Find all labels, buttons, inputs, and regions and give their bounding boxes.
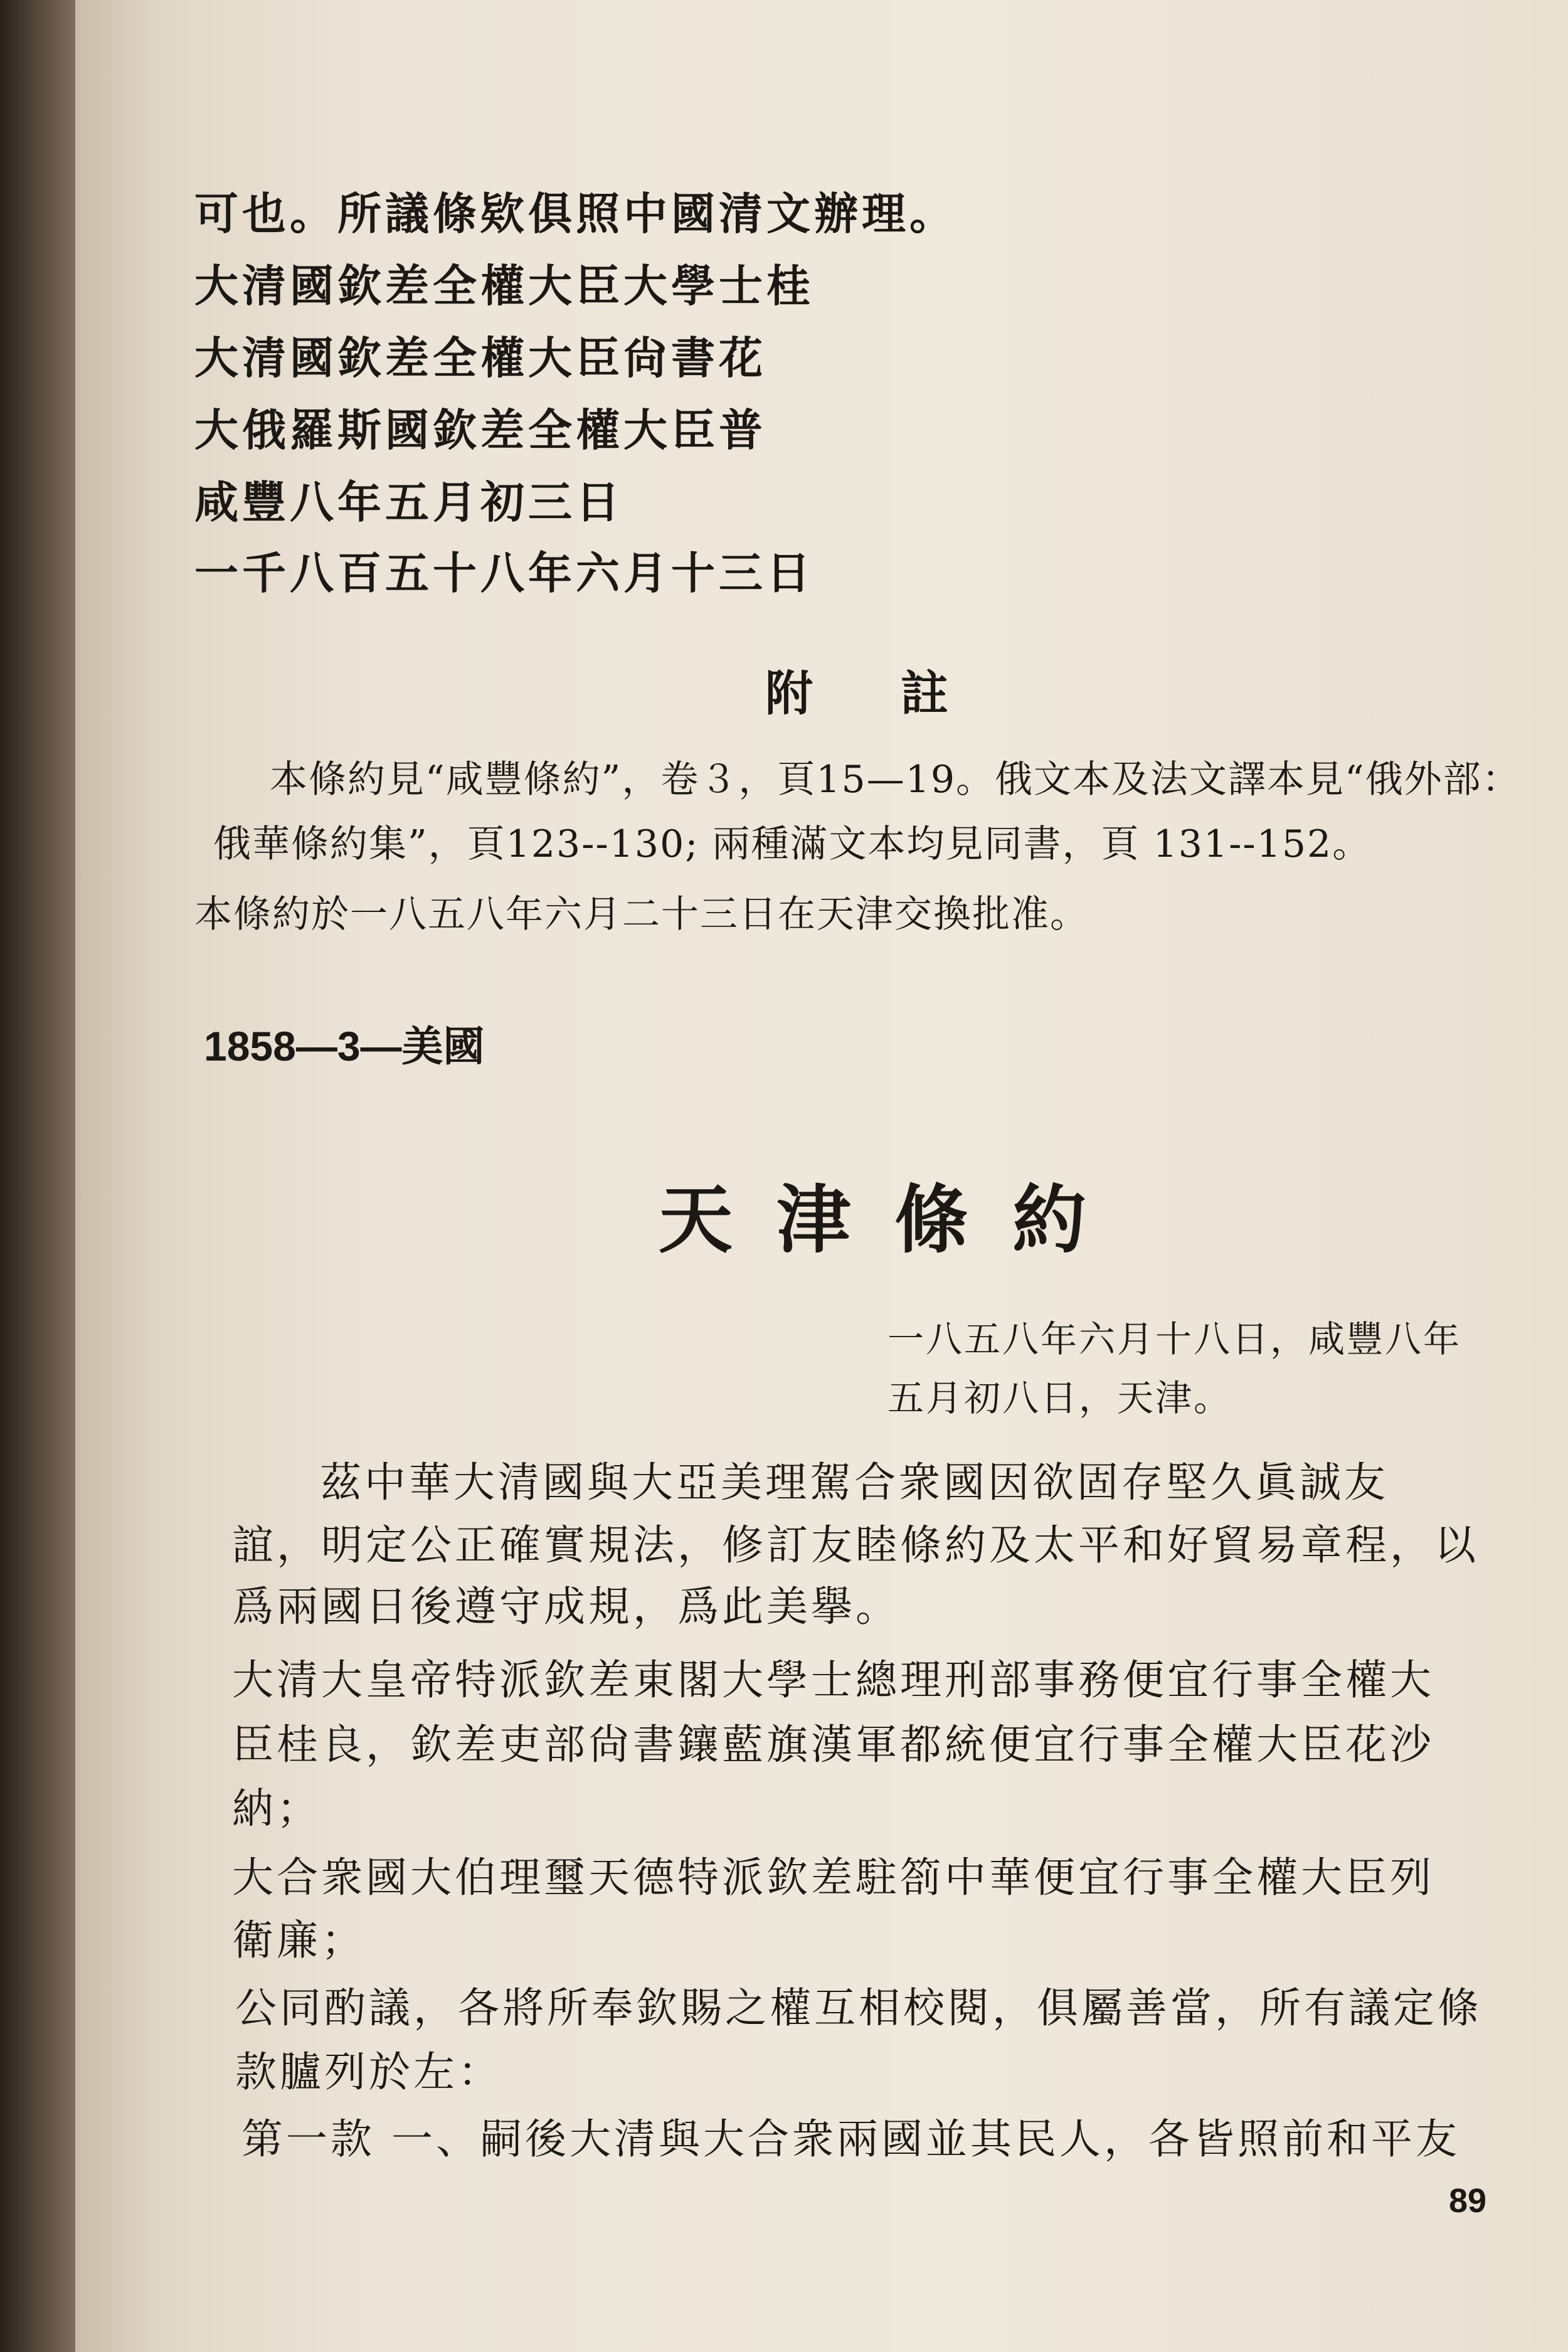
- text-line: 咸豐八年五月初三日: [194, 476, 623, 528]
- text-line: 大清國欽差全權大臣尙書花: [194, 332, 766, 384]
- treaty-date: 一八五八年六月十八日，咸豐八年: [887, 1318, 1462, 1360]
- book-page: [75, 0, 1568, 2352]
- text-line: 一千八百五十八年六月十三日: [194, 547, 814, 599]
- page-number: 89: [1449, 2182, 1487, 2220]
- annotation-line: 俄華條約集”，頁123--130; 兩種滿文本均見同書，頁 131--152。: [213, 822, 1372, 866]
- body-line: 爲兩國日後遵守成規，爲此美擧。: [232, 1582, 900, 1631]
- body-line: 茲中華大清國與大亞美理駕合衆國因欲固存堅久眞誠友: [320, 1458, 1389, 1507]
- body-line: 公同酌議，各將所奉欽賜之權互相校閱，俱屬善當，所有議定條: [235, 1984, 1482, 2032]
- treaty-title: 天津條約: [659, 1176, 1131, 1263]
- body-line: 款臚列於左：: [235, 2048, 502, 2096]
- body-line: 納；: [232, 1784, 321, 1833]
- annotation-heading: 附註: [765, 665, 1036, 721]
- body-line: 誼，明定公正確實規法，修訂友睦條約及太平和好貿易章程，以: [232, 1521, 1479, 1569]
- body-line: 第一款 一、嗣後大清與大合衆兩國並其民人，各皆照前和平友: [241, 2115, 1460, 2163]
- body-line: 大清大皇帝特派欽差東閣大學士總理刑部事務便宜行事全權大: [232, 1656, 1434, 1704]
- body-line: 衛廉；: [232, 1916, 366, 1964]
- body-line: 臣桂良，欽差吏部尙書鑲藍旗漢軍都統便宜行事全權大臣花沙: [232, 1720, 1434, 1769]
- text-line: 大清國欽差全權大臣大學士桂: [194, 260, 814, 312]
- text-line: 可也。所議條欵俱照中國清文辦理。: [194, 188, 957, 240]
- section-label: 1858—3—美國: [204, 1023, 485, 1069]
- show-through-text: [226, 640, 268, 696]
- body-line: 大合衆國大伯理璽天德特派欽差駐箚中華便宜行事全權大臣列: [232, 1853, 1434, 1902]
- annotation-line: 本條約於一八五八年六月二十三日在天津交換批准。: [194, 893, 1089, 936]
- text-line: 大俄羅斯國欽差全權大臣普: [194, 404, 766, 456]
- treaty-date: 五月初八日，天津。: [887, 1377, 1232, 1419]
- annotation-line: 本條約見“咸豐條約”，卷３，頁15—19。俄文本及法文譯本見“俄外部：: [270, 758, 1521, 802]
